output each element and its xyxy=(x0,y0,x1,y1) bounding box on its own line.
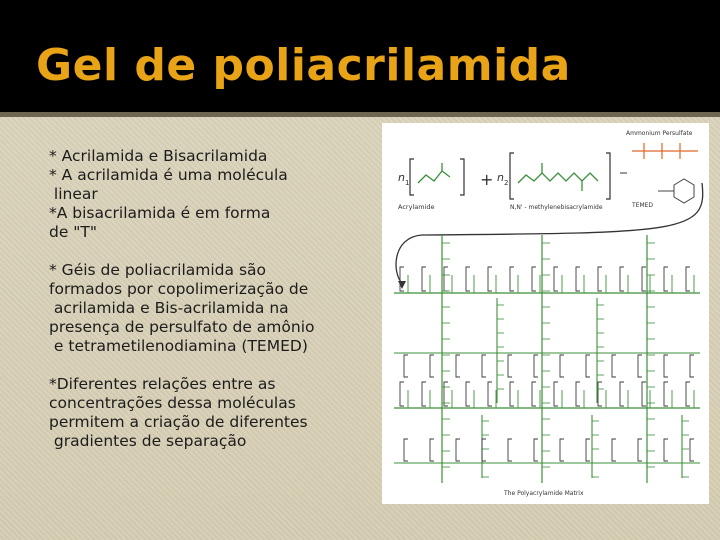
matrix-bracket xyxy=(532,382,536,406)
matrix-bracket xyxy=(598,267,602,291)
bisacrylamide-structure xyxy=(497,153,610,211)
temed-structure xyxy=(631,179,694,209)
matrix-bracket xyxy=(534,355,538,377)
matrix-bracket xyxy=(444,382,448,406)
matrix-bracket xyxy=(554,382,558,406)
persulfate-label: Ammonium Persulfate xyxy=(626,130,693,137)
matrix-bracket xyxy=(508,439,512,461)
matrix-bracket xyxy=(690,439,694,461)
matrix-bracket xyxy=(554,267,558,291)
text-line: * Géis de poliacrilamida são xyxy=(49,261,266,279)
n1-label: n xyxy=(398,171,405,184)
matrix-bracket xyxy=(686,267,690,291)
matrix-bracket xyxy=(488,267,492,291)
body-text xyxy=(49,147,379,470)
polymer-matrix xyxy=(394,235,700,483)
matrix-bracket xyxy=(576,267,580,291)
ammonium-persulfate-structure xyxy=(626,130,698,159)
matrix-bracket xyxy=(422,267,426,291)
temed-label: TEMED xyxy=(632,202,654,209)
matrix-bracket xyxy=(586,439,590,461)
paragraph-1 xyxy=(49,147,379,242)
matrix-bracket xyxy=(456,439,460,461)
text-line: gradientes de separação xyxy=(49,432,247,450)
title-divider xyxy=(0,112,720,117)
n2-subscript: 2 xyxy=(504,179,509,187)
matrix-bracket xyxy=(444,267,448,291)
matrix-bracket xyxy=(482,439,486,461)
matrix-caption: The Polyacrylamide Matrix xyxy=(504,490,584,497)
matrix-bracket xyxy=(456,355,460,377)
matrix-bracket xyxy=(638,439,642,461)
matrix-bracket xyxy=(620,267,624,291)
matrix-bracket xyxy=(466,267,470,291)
matrix-bracket xyxy=(404,355,408,377)
matrix-bracket xyxy=(664,267,668,291)
matrix-bracket xyxy=(690,355,694,377)
matrix-bracket xyxy=(466,382,470,406)
matrix-bracket xyxy=(400,382,404,406)
matrix-bracket xyxy=(510,382,514,406)
text-line: formados por copolimerização de xyxy=(49,280,309,298)
matrix-bracket xyxy=(586,355,590,377)
matrix-bracket xyxy=(430,439,434,461)
matrix-bracket xyxy=(488,382,492,406)
text-line: *Diferentes relações entre as xyxy=(49,375,276,393)
matrix-bracket xyxy=(620,382,624,406)
text-line: acrilamida e Bis-acrilamida na xyxy=(49,299,289,317)
bisacrylamide-label: N,N' - methylenebisacrylamide xyxy=(510,204,603,211)
matrix-bracket xyxy=(664,382,668,406)
polyacrylamide-figure xyxy=(382,123,709,504)
paragraph-2 xyxy=(49,261,379,356)
text-line: de "T" xyxy=(49,223,98,241)
matrix-bracket xyxy=(612,439,616,461)
polymerization-diagram xyxy=(382,123,709,504)
matrix-bracket xyxy=(510,267,514,291)
matrix-bracket xyxy=(664,439,668,461)
paragraph-3 xyxy=(49,375,379,451)
matrix-bracket xyxy=(612,355,616,377)
text-line: linear xyxy=(49,185,98,203)
text-line: * Acrilamida e Bisacrilamida xyxy=(49,147,268,165)
plus-sign: + xyxy=(480,170,494,189)
text-line: permitem a criação de diferentes xyxy=(49,413,308,431)
matrix-bracket xyxy=(404,439,408,461)
text-line: e tetrametilenodiamina (TEMED) xyxy=(49,337,308,355)
text-line: * A acrilamida é uma molécula xyxy=(49,166,288,184)
text-line: *A bisacrilamida é em forma xyxy=(49,204,271,222)
matrix-bracket xyxy=(664,355,668,377)
slide-title: Gel de poliacrilamida xyxy=(36,40,571,91)
matrix-bracket xyxy=(422,382,426,406)
text-line: concentrações dessa moléculas xyxy=(49,394,296,412)
title-bar xyxy=(0,0,720,112)
matrix-bracket xyxy=(534,439,538,461)
n2-label: n xyxy=(497,171,504,184)
matrix-bracket xyxy=(576,382,580,406)
matrix-bracket xyxy=(482,355,486,377)
matrix-bracket xyxy=(598,382,602,406)
matrix-bracket xyxy=(560,355,564,377)
matrix-bracket xyxy=(560,439,564,461)
acrylamide-structure xyxy=(398,159,464,211)
text-line: presença de persulfato de amônio xyxy=(49,318,315,336)
n1-subscript: 1 xyxy=(405,179,410,187)
matrix-bracket xyxy=(532,267,536,291)
matrix-bracket xyxy=(430,355,434,377)
acrylamide-label: Acrylamide xyxy=(398,203,435,211)
matrix-bracket xyxy=(638,355,642,377)
matrix-bracket xyxy=(642,267,646,291)
matrix-bracket xyxy=(508,355,512,377)
matrix-bracket xyxy=(686,382,690,406)
matrix-bracket xyxy=(642,382,646,406)
